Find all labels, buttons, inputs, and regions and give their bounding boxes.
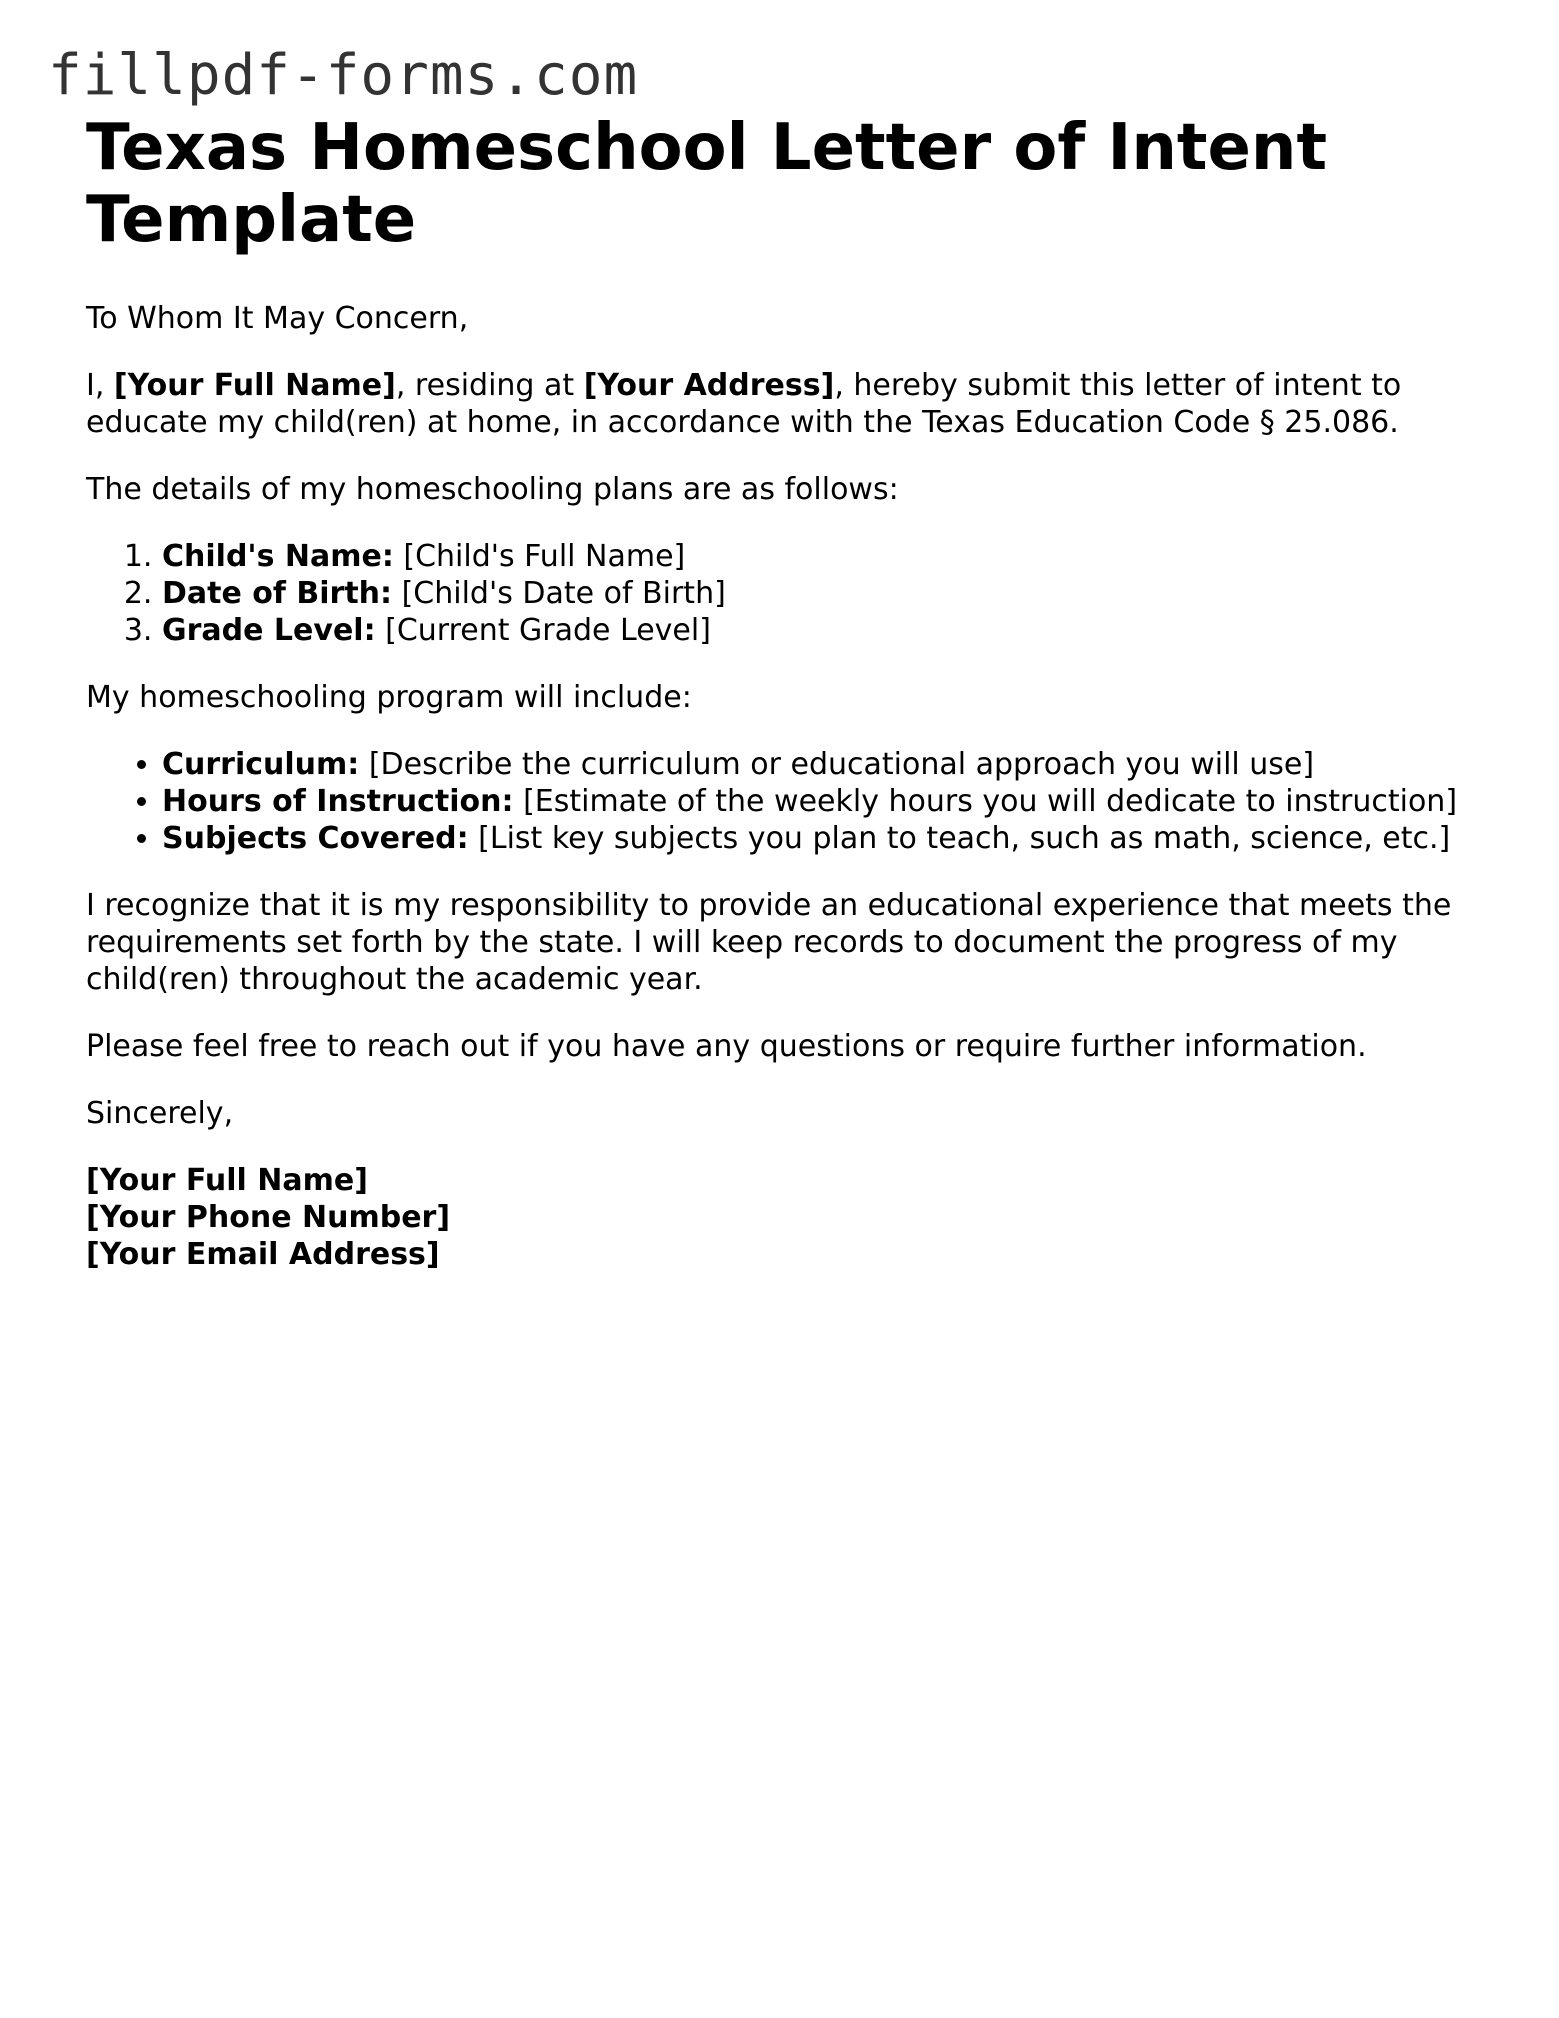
details-item-label: Date of Birth: [162,576,393,611]
program-item-subjects [162,820,1506,857]
signature-name: [Your Full Name] [86,1163,368,1198]
responsibility-paragraph: I recognize that it is my responsibility to provide an educational experience that meets the requirements set forth by the state. I will keep records to document the progress of my child(ren) throughout the academic year. [86,888,1452,997]
greeting: To Whom It May Concern, [86,301,469,336]
signature-phone: [Your Phone Number] [86,1200,451,1235]
program-item-curriculum [162,746,1506,783]
signature-email: [Your Email Address] [86,1237,440,1272]
intro-address-placeholder: [Your Address] [583,368,835,403]
program-item-label: Subjects Covered: [162,821,469,856]
signature-block [86,1162,1506,1273]
program-item-value: [List key subjects you plan to teach, such as math, science, etc.] [468,821,1451,856]
intro-mid: , residing at [395,368,584,403]
details-item-value: [Child's Full Name] [393,539,686,574]
program-item-label: Curriculum: [162,747,360,782]
letter-body [86,112,1506,1273]
intro-suffix: , hereby submit this letter of intent to educate my child(ren) at home, in accordance with the Texas Education Code § 25.086. [86,368,1402,440]
page-title: Texas Homeschool Letter of Intent Template [86,111,1328,257]
program-intro: My homeschooling program will include: [86,680,692,715]
details-item-child-name [162,538,1506,575]
details-intro: The details of my homeschooling plans are as follows: [86,472,899,507]
details-item-grade-level [162,612,1506,649]
contact-paragraph: Please feel free to reach out if you have any questions or require further information. [86,1029,1367,1064]
program-item-label: Hours of Instruction: [162,784,514,819]
intro-name-placeholder: [Your Full Name] [113,368,396,403]
closing: Sincerely, [86,1096,234,1131]
program-item-value: [Estimate of the weekly hours you will dedicate to instruction] [513,784,1458,819]
details-item-date-of-birth [162,575,1506,612]
details-item-label: Grade Level: [162,613,376,648]
details-list [86,538,1506,649]
details-item-label: Child's Name: [162,539,394,574]
intro-paragraph [86,367,1506,441]
intro-prefix: I, [86,368,114,403]
details-item-value: [Child's Date of Birth] [392,576,726,611]
program-list [86,746,1506,857]
program-item-hours [162,783,1506,820]
program-item-value: [Describe the curriculum or educational approach you will use] [359,747,1315,782]
watermark: fillpdf-forms.com [48,43,639,108]
details-item-value: [Current Grade Level] [375,613,711,648]
